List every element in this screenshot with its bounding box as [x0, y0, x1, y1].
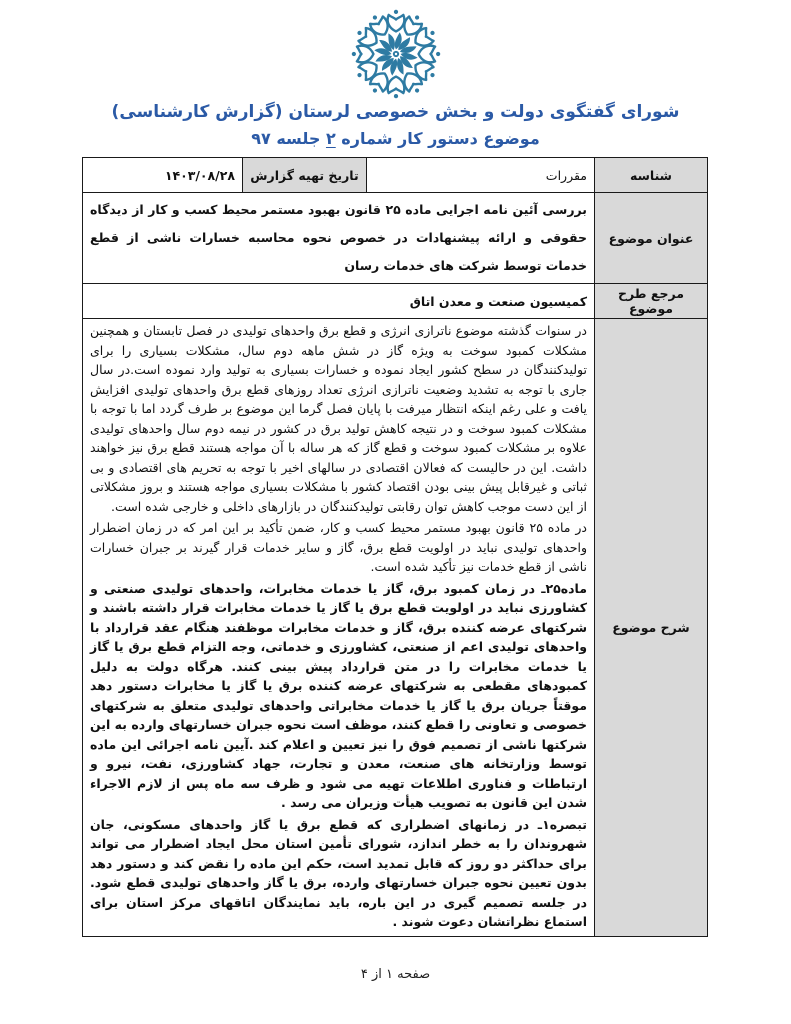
- description-value-cell: [83, 319, 595, 937]
- reference-value-cell: کمیسیون صنعت و معدن اتاق: [83, 284, 595, 319]
- table-row-reference: [83, 284, 708, 319]
- report-table: [82, 157, 708, 937]
- description-paragraph: در ماده ۲۵ قانون بهبود مستمر محیط کسب و کار، ضمن تأکید بر این امر که در زمان اضطرار واحدهای تولیدی نباید در اولویت قطع برق، گاز و سایر خدمات قرار گیرند بر جبران خسارات ناشی از قطع خدمات نیز تأکید شده است.: [90, 520, 587, 574]
- description-paragraph-article25: ماده۲۵ـ در زمان کمبود برق، گاز یا خدمات مخابرات، واحدهای تولیدی صنعتی و کشاورزی نباید در اولویت قطع برق یا گاز یا خدمات مخابرات قرار داشته باشند و شرکتهای عرضه کننده برق، گاز و خدمات مخابرات موظفند هنگام عقد قرارداد با واحدهای تولیدی اعم از صنعتی، کشاورزی و خدماتی، وجه التزام قطع برق یا گاز یا خدمات مخابرات را در متن قرارداد پیش بینی کنند. هرگاه دولت به دلیل کمبودهای مقطعی به شرکتهای عرضه کننده برق یا گاز یا مخابرات دستور دهد موقتاً جریان برق یا گاز یا خدمات مخابراتی واحدهای تولیدی متعلق به شرکتهای خصوصی و تعاونی را قطع کنند، موظف است نحوه جبران خسارتهای وارده به این شرکتها ناشی از تصمیم فوق را نیز تعیین و اعلام کند .آیین نامه اجرائی این ماده توسط وزارتخانه های صنعت، معدن و تجارت، جهاد کشاورزی، نفت، نیرو و ارتباطات و فناوری اطلاعات تهیه می شود و ظرف سه ماه پس از لازم الاجراء شدن این قانون به تصویب هیأت وزیران می رسد .: [90, 580, 587, 810]
- report-subtitle: [83, 129, 708, 148]
- page-number-indicator: صفحه ۱ از ۴: [360, 967, 431, 982]
- subtitle-agenda-number: ۲: [325, 129, 336, 148]
- page-footer: [0, 967, 791, 982]
- subject-title-label-cell: عنوان موضوع: [595, 193, 708, 284]
- subtitle-suffix: جلسه ۹۷: [251, 129, 326, 148]
- report-header: [0, 0, 791, 148]
- description-label-cell: شرح موضوع: [595, 319, 708, 937]
- id-value-cell: مقررات: [367, 158, 595, 193]
- council-emblem-icon: [350, 8, 442, 100]
- table-row-description: [83, 319, 708, 937]
- report-date-label-cell: تاریخ تهیه گزارش: [243, 158, 367, 193]
- table-row-subject-title: [83, 193, 708, 284]
- description-paragraph-note1: تبصره۱ـ در زمانهای اضطراری که قطع برق یا گاز واحدهای مسکونی، جان شهروندان را به خطر اندازد، شورای تأمین استان محل ایجاد اضطرار می تواند برای حداکثر دو روز که قابل تمدید است، حکم این ماده را نقض کند و دستور دهد بدون تعیین نحوه جبران خسارتهای وارده، برق یا گاز واحدهای تولیدی قطع شود. در جلسه تصمیم گیری در این باره، باید نمایندگان اتاقهای مرکز استان برای استماع نظراتشان دعوت شوند .: [90, 816, 587, 929]
- subject-title-value-cell: بررسی آئین نامه اجرایی ماده ۲۵ قانون بهبود مستمر محیط کسب و کار از دیدگاه حقوقی و ارائه پیشنهادات در خصوص نحوه محاسبه خسارات ناشی از قطع خدمات توسط شرکت های خدمات رسان: [83, 193, 595, 284]
- subtitle-prefix: موضوع دستور کار شماره: [335, 129, 540, 148]
- report-title: شورای گفتگوی دولت و بخش خصوصی لرستان (گزارش کارشناسی): [111, 102, 680, 122]
- reference-label-cell: مرجع طرح موضوع: [595, 284, 708, 319]
- table-row-id: [83, 158, 708, 193]
- id-label-cell: شناسه: [595, 158, 708, 193]
- report-date-value-cell: ۱۴۰۳/۰۸/۲۸: [83, 158, 243, 193]
- description-paragraph: در سنوات گذشته موضوع ناترازی انرژی و قطع برق واحدهای تولیدی در فصل تابستان و همچنین مشکلات کمبود سوخت به ویژه گاز در شش ماهه دوم سال، مشکلات بسیاری را برای تولیدکنندگان در سطح کشور ایجاد نموده و خسارات بسیاری به تولید وارد نموده است.در سال جاری با توجه به تشدید وضعیت ناترازی انرژی تعداد روزهای قطع برق واحدهای تولیدی افزایش یافت و علی رغم اینکه انتظار میرفت با پایان فصل گرما این موضوع بر طرف گردد اما با توجه با مشکلات کمبود سوخت و در نتیجه کاهش تولید برق در کشور در نیمه دوم سال واحدهای تولیدی علاوه بر مشکلات کمبود سوخت و قطع گاز که هر ساله با آن مواجه هستند قطع برق نیز خواهند داشت. این در حالیست که فعالان اقتصادی در سالهای اخیر با توجه به تحریم های اقتصادی و بی ثباتی و غیرقابل پیش بینی بودن اقتصاد کشور با مشکلات بسیاری مواجه هستند و بروز مشکلاتی از این دست موجب کاهش توان رقابتی تولیدکنندگان در بازارهای داخلی و خارجی شده است.: [90, 323, 587, 514]
